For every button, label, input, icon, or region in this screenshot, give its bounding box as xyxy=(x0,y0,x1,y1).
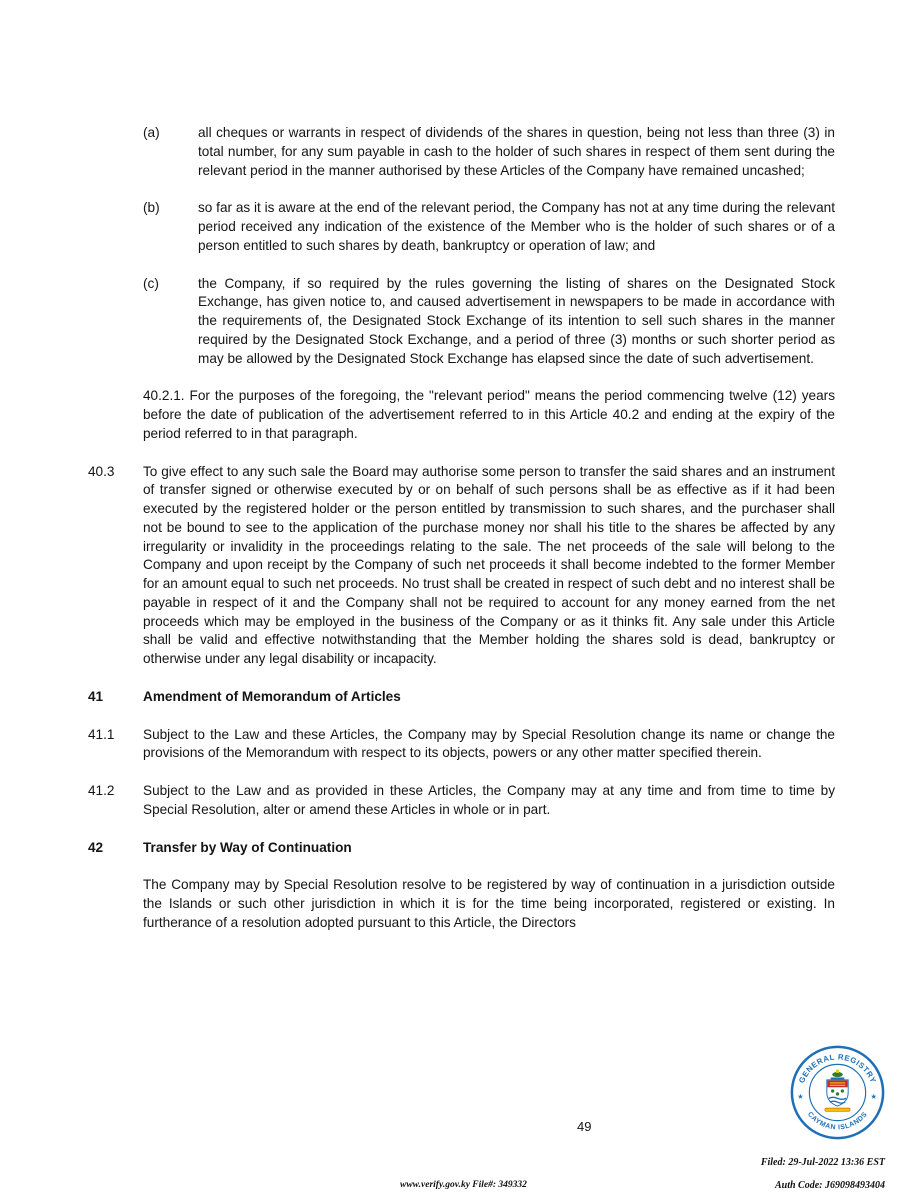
coat-of-arms-icon xyxy=(825,1070,850,1112)
paragraph-42: The Company may by Special Resolution resolve to be registered by way of continuation in a jurisdiction outside the Islands or such other jurisdiction in which it is for the time being incorporated, registered or existing. In furtherance of a resolution adopted pursuant to this Article, the Directors xyxy=(143,877,835,930)
clause-item-a xyxy=(143,124,835,180)
clause-41-1 xyxy=(88,726,835,764)
section-heading-41 xyxy=(88,688,835,707)
general-registry-seal xyxy=(789,1044,886,1141)
clause-40-3 xyxy=(88,463,835,669)
auth-code-text: Auth Code: J69098493404 xyxy=(774,1179,885,1191)
clause-item-a-label: (a) xyxy=(143,125,160,140)
verify-footer-text: www.verify.gov.ky File#: 349332 xyxy=(400,1180,527,1190)
clause-item-a-text: all cheques or warrants in respect of dividends of the shares in question, being not less than three (3) in total number, for any sum payable in cash to the holder of such shares in respect of them sent during the relevant period in the manner authorised by these Articles of the Company have remained uncashed; xyxy=(198,125,835,178)
paragraph-40-2-1: 40.2.1. For the purposes of the foregoing, the "relevant period" means the period commencing twelve (12) years before the date of publication of the advertisement referred to in this Article 40.2 and ending at the expiry of the period referred to in that paragraph. xyxy=(143,388,835,441)
clause-41-1-number: 41.1 xyxy=(88,726,115,742)
clause-41-2-text: Subject to the Law and as provided in these Articles, the Company may at any time and from time to time by Special Resolution, alter or amend these Articles in whole or in part. xyxy=(143,783,835,817)
seal-star-right-icon: ★ xyxy=(870,1094,877,1101)
clause-41-1-text: Subject to the Law and these Articles, the Company may by Special Resolution change its name or change the provisions of the Memorandum with respect to its objects, powers or any other matter specified therein. xyxy=(143,726,835,761)
clause-item-b xyxy=(143,199,835,255)
page-number: 49 xyxy=(577,1119,592,1134)
clause-41-2-number: 41.2 xyxy=(88,783,115,798)
clause-40-3-text: To give effect to any such sale the Board may authorise some person to transfer the said shares and an instrument of transfer signed or otherwise executed by or on behalf of such persons shall be as effective as if it had been executed by the registered holder or the person entitled by transmission to such shares, and the purchaser shall not be bound to see to the application of the purchase money nor shall his title to the shares be affected by any irregularity or invalidity in the proceedings relating to the sale. The net proceeds of the sale will belong to the Company and upon receipt by the Company of such net proceeds it shall become indebted to the former Member for an amount equal to such net proceeds. No trust shall be created in respect of such debt and no interest shall be payable in respect of it and the Company shall not be required to account for any money earned from the net proceeds which may be employed in the business of the Company or as it thinks fit. Any sale under this Article shall be valid and effective notwithstanding that the Member holding the shares sold is dead, bankruptcy or otherwise under any legal disability or incapacity. xyxy=(143,463,835,666)
seal-top-text: GENERAL REGISTRY xyxy=(797,1052,878,1085)
filing-stamp-block xyxy=(761,1156,885,1193)
clause-item-c xyxy=(143,275,835,369)
seal-star-left-icon: ★ xyxy=(797,1094,803,1101)
clause-item-c-label: (c) xyxy=(143,275,159,291)
clause-item-c-text: the Company, if so required by the rules governing the listing of shares on the Designated Stock Exchange, has given notice to, and caused advertisement in newspapers to be made in accordance with the requirements of, the Designated Stock Exchange of its intention to sell such shares in the manner required by the Designated Stock Exchange, and a period of three (3) months or such shorter period as may be allowed by the Designated Stock Exchange has elapsed since the date of such advertisement. xyxy=(198,275,835,366)
clause-41-2 xyxy=(88,782,835,820)
section-42-title: Transfer by Way of Continuation xyxy=(143,839,352,855)
clause-40-3-number: 40.3 xyxy=(88,463,115,479)
clause-item-b-text: so far as it is aware at the end of the relevant period, the Company has not at any time during the relevant period received any indication of the existence of the Member who is the holder of such shares or of a person entitled to such shares by death, bankruptcy or operation of law; and xyxy=(198,200,835,253)
section-42-number: 42 xyxy=(88,839,104,855)
clause-item-b-label: (b) xyxy=(143,200,160,216)
section-41-title: Amendment of Memorandum of Articles xyxy=(143,688,401,704)
section-heading-42 xyxy=(88,839,835,858)
section-41-number: 41 xyxy=(88,688,104,704)
seal-bottom-text: CAYMAN ISLANDS xyxy=(805,1110,869,1132)
document-body xyxy=(88,124,835,952)
filed-date-text: Filed: 29-Jul-2022 13:36 EST xyxy=(760,1157,885,1168)
